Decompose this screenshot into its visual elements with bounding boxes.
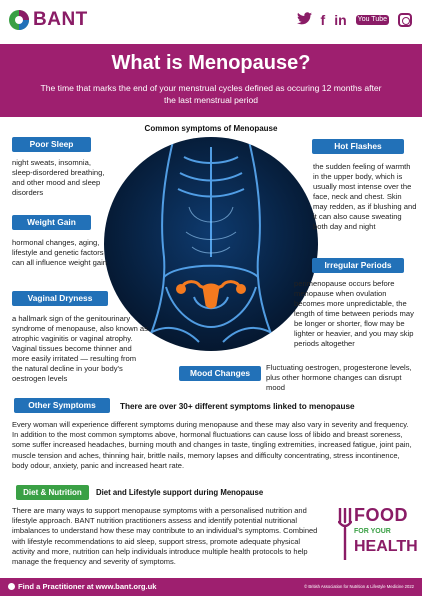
irregular-periods-text: perimenopause occurs before menopause when ovulation becomes more unpredictable, the length of time between periods may be longer or shorter, flow may be lighter or heavier, and you may skip periods altogether [294,279,414,348]
instagram-icon[interactable] [398,13,412,27]
hot-flashes-text: the sudden feeling of warmth in the upper body, which is usually most intense over the face, neck and chest. Skin may redden, as if blushing and it can also cause sweating both day and night [313,162,417,231]
find-practitioner-link[interactable]: Find a Practitioner at www.bant.org.uk [18,582,157,591]
bant-logo-mark-icon [8,9,30,31]
food-for-your-health-logo [336,505,416,565]
copyright-text: © British Association for Nutrition & Lifestyle Medicine 2022 [304,584,414,589]
social-links [297,12,412,28]
diet-heading: Diet and Lifestyle support during Menopause [96,488,264,497]
twitter-icon[interactable] [297,12,312,28]
bant-logo[interactable] [8,9,88,31]
weight-gain-text: hormonal changes, aging, lifestyle and genetic factors can all influence weight gain [12,238,107,267]
common-symptoms-heading: Common symptoms of Menopause [144,124,278,133]
hot-flashes-label: Hot Flashes [312,139,404,154]
poor-sleep-label: Poor Sleep [12,137,91,152]
food-logo-line2: FOR YOUR [354,528,391,535]
page-subtitle: The time that marks the end of your menstrual cycles defined as occuring 12 months after the last menstrual period [40,83,382,105]
bant-logo-text: BANT [33,9,88,30]
food-logo-line3: HEALTH [354,538,418,555]
footer [0,578,422,596]
uterus-icon [178,282,245,307]
poor-sleep-text: night sweats, insomnia, sleep-disordered breathing, and other mood and sleep disorders [12,158,105,197]
irregular-periods-label: Irregular Periods [312,258,404,273]
other-symptoms-label: Other Symptoms [14,398,110,413]
other-symptoms-text: Every woman will experience different symptoms during menopause and these may also vary in severity and frequency. In addition to the most common symptoms above, hormonal fluctuations can cause loss of libido and breast soreness, some suffer increased headaches, burning mouth and changes in taste, tingling extremities, increased fatigue, joint pain, muscle tension and aches, thinning hair, brittle nails, memory lapses and difficulty concentrating, stress incontinence, body odour, anxiety, panic and increased heart rate. [12,420,412,470]
diet-text: There are many ways to support menopause symptoms with a personalised nutrition and lifestyle approach. BANT nutrition practitioners assess and identify potential nutritional imbalances to understand how these may contribute to an individual's symptoms. Combined with lifestyle recommendations to aid sleep, support stress, promote adequate physical activity and more, nutrition can help individuals introduce multiple health protocols to help manage the frequency and severity of symptoms. [12,506,318,567]
mood-changes-label: Mood Changes [179,366,261,381]
linkedin-icon[interactable]: in [334,12,347,28]
mood-changes-text: Fluctuating oestrogen, progesterone levels, plus other hormone changes can disrupt mood [266,363,412,392]
vaginal-dryness-text: a hallmark sign of the genitourinary syndrome of menopause, also known as atrophic vaginitis or vaginal atrophy. Vaginal tissues become thinner and more easily irritated — resulting from the natural decline in your body's oestrogen levels [12,314,148,383]
arrow-icon [8,583,15,590]
youtube-icon[interactable]: You Tube [357,16,387,23]
page-title: What is Menopause? [111,52,311,74]
fork-icon [338,508,352,560]
facebook-icon[interactable]: f [320,12,326,28]
food-logo-line1: FOOD [354,505,408,525]
weight-gain-label: Weight Gain [12,215,91,230]
title-banner [0,44,422,117]
vaginal-dryness-label: Vaginal Dryness [12,291,108,306]
other-symptoms-heading: There are over 30+ different symptoms linked to menopause [120,402,355,411]
header [0,0,422,44]
diet-nutrition-label: Diet & Nutrition [16,485,89,500]
